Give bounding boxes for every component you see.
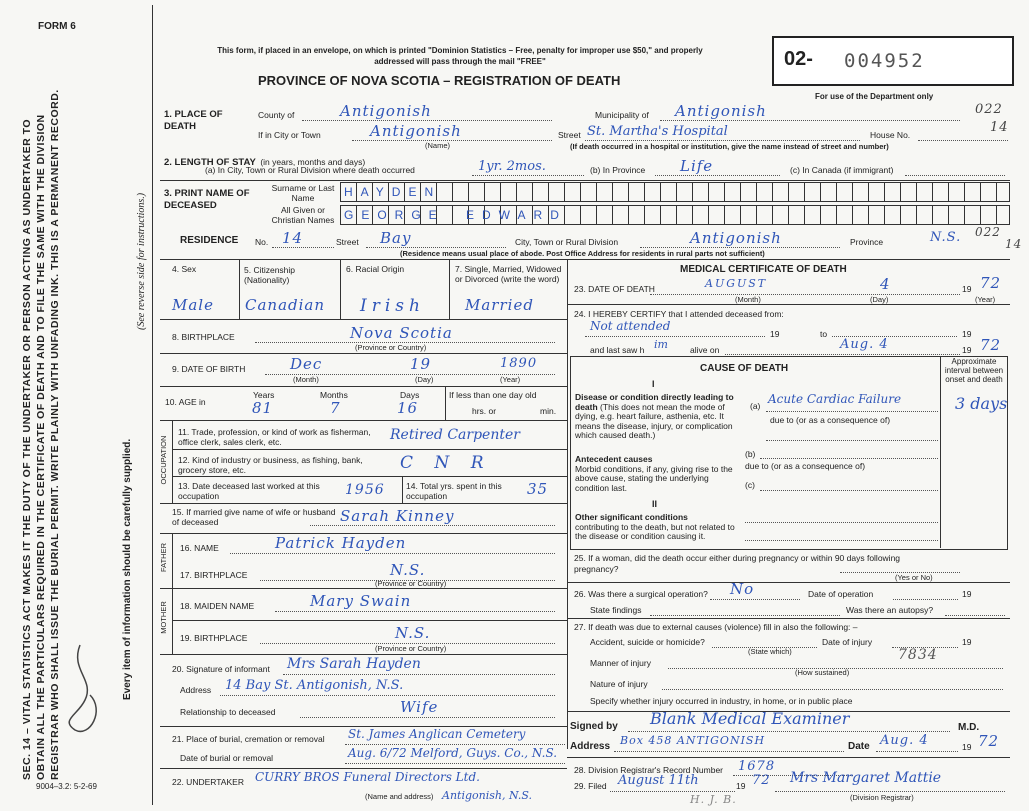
mother-birthplace-value: N.S. (395, 624, 431, 642)
surname-boxes (340, 182, 1010, 202)
injury-19: 19 (962, 637, 972, 647)
r10-v1 (445, 386, 446, 420)
q28-label: 28. Division Registrar's Record Number (574, 765, 724, 775)
burial-place-label: 21. Place of burial, cremation or removal (172, 734, 325, 744)
initials: H. J. B. (690, 793, 737, 806)
med-date-value: Aug. 4 (880, 733, 929, 748)
registrar-sub: (Division Registrar) (850, 793, 914, 802)
alive-date: Aug. 4 (840, 337, 889, 352)
residence-city-label: City, Town or Rural Division (515, 237, 619, 247)
industry-value: C N R (400, 453, 492, 473)
citizenship-label (244, 265, 339, 285)
occ-side-v (172, 420, 173, 503)
q26-19: 19 (962, 589, 972, 599)
months-label: Months (320, 390, 348, 400)
alive-on-label: alive on (690, 345, 720, 355)
citizenship-value: Canadian (245, 296, 326, 314)
father-name-value: Patrick Hayden (275, 534, 407, 552)
death-date-line (650, 294, 960, 295)
cause-a2-line (766, 440, 938, 441)
dept-code-4: 14 (1005, 237, 1023, 251)
informant-address-value: 14 Bay St. Antigonish, N.S. (225, 678, 404, 693)
how-sustained: (How sustained) (795, 668, 850, 677)
mother-maiden-value: Mary Swain (310, 592, 412, 610)
mother-birthplace-label: 19. BIRTHPLACE (180, 633, 248, 643)
date-injury-label: Date of injury (822, 637, 873, 647)
accident-label: Accident, suicide or homicide? (590, 637, 705, 647)
min-label: min. (540, 406, 557, 416)
reg-box (772, 36, 1014, 86)
address-label: Address (570, 741, 611, 752)
row11-top (160, 420, 567, 421)
side-notice-3-text: (See reverse side for instructions.) (136, 192, 147, 330)
dob-day-sub: (Day) (415, 375, 434, 384)
med-date-year: 72 (978, 732, 1000, 750)
days-value: 16 (397, 399, 419, 417)
street-value: St. Martha's Hospital (587, 124, 728, 139)
death-year-sub: (Year) (975, 295, 996, 304)
r13-v (402, 476, 403, 503)
hospital-note: (If death occurred in a hospital or institution, give the name instead of street and number) (570, 142, 889, 151)
burial-place-line (345, 744, 565, 745)
row20-top (160, 654, 567, 655)
residence-label: RESIDENCE (180, 235, 239, 246)
r4-v2 (340, 259, 341, 319)
attended-value: Not attended (590, 319, 671, 333)
attended-to: to (820, 329, 828, 339)
registrar-value: Mrs Margaret Mattie (790, 770, 942, 786)
father-bp-sub: (Province or Country) (375, 579, 447, 588)
specify-label: Specify whether injury occurred in industry, in home, or in public place (590, 696, 853, 706)
attended-19b: 19 (962, 329, 972, 339)
racial-label: 6. Racial Origin (346, 264, 405, 274)
municipality-label: Municipality of (595, 110, 649, 120)
form-code: 9004–3.2: 5-2-69 (36, 782, 97, 791)
cause-a-interval: 3 days (955, 394, 1008, 413)
filed-19: 19 (736, 781, 746, 791)
dept-code-2: 14 (990, 120, 1009, 135)
occupation-side-text: OCCUPATION (159, 435, 168, 485)
stay-label: 2. LENGTH OF STAY (164, 157, 256, 168)
q26-label: 26. Was there a surgical operation? (574, 589, 708, 599)
lessday-label: If less than one day old (449, 390, 537, 400)
last-worked-label-text: 13. Date deceased last worked at this occupation (178, 481, 320, 501)
q29-label: 29. Filed (574, 781, 607, 791)
residence-note: (Residence means usual place of abode. Post Office Address for residents in rural parts not sufficient) (400, 249, 765, 258)
trade-value: Retired Carpenter (390, 427, 520, 443)
findings-line (650, 615, 840, 616)
signed-label: Signed by (570, 721, 618, 732)
direct-label (575, 393, 745, 441)
racial-value: Irish (360, 296, 425, 316)
given1-value: GEORGE (344, 208, 445, 222)
street-line (585, 140, 860, 141)
r26-top (567, 582, 1010, 583)
place-label-text: 1. PLACE OF DEATH (164, 109, 223, 132)
med-date-19: 19 (962, 742, 972, 752)
father-birthplace-value: N.S. (390, 561, 426, 579)
total-label-text: 14. Total yrs. spent in this occupation (406, 481, 502, 501)
other-bold: Other significant conditions (575, 512, 688, 522)
total-label (406, 481, 516, 501)
res-no-line (272, 247, 334, 248)
cause-c-line (760, 490, 938, 491)
direct-note: (This does not mean the mode of dying, e.g. heart failure, asthenia, etc. It means the disease, injury, or complication which caused death.) (575, 401, 733, 440)
municipality-value: Antigonish (675, 102, 767, 120)
informant-address-label: Address (180, 685, 212, 695)
filed-value: August 11th (618, 773, 699, 788)
stamp-number: 7834 (898, 647, 938, 663)
residence-city-value: Antigonish (690, 229, 782, 247)
q29-line (610, 791, 735, 792)
row4-top (160, 259, 1010, 260)
side-notice-3 (136, 30, 147, 330)
signed-line (628, 731, 950, 732)
stay-sub: (in years, months and days) (260, 157, 366, 167)
death-year: 72 (980, 274, 1002, 292)
other-note: contributing to the death, but not related to the disease or condition causing it. (575, 521, 735, 541)
spouse-line (310, 525, 555, 526)
months-value: 7 (330, 399, 341, 417)
nature-line (662, 689, 1003, 690)
q25-text: 25. If a woman, did the death occur either during pregnancy or within 90 days following pregnancy? (574, 553, 901, 574)
county-line (302, 120, 552, 121)
reg-number: 004952 (844, 50, 925, 72)
manner-label: Manner of injury (590, 658, 651, 668)
age-label: 10. AGE in (165, 397, 206, 407)
antecedent-note: Morbid conditions, if any, giving rise to the above cause, stating the underlying condition last. (575, 463, 733, 493)
stay-b-label: (b) In Province (590, 165, 646, 175)
informant-addr-line (220, 695, 555, 696)
cause-b-line (760, 458, 938, 459)
death-day-sub: (Day) (870, 295, 889, 304)
occupation-side (159, 420, 168, 500)
cause-interval-v (940, 356, 941, 548)
mother-side-text: MOTHER (159, 601, 168, 634)
alive-line (725, 354, 960, 355)
row8-top (160, 319, 567, 320)
undertaker-value: CURRY BROS Funeral Directors Ltd. (255, 770, 480, 784)
side-notice-2-text: Every item of information should be carefully supplied. (122, 438, 133, 700)
other-label (575, 513, 745, 542)
father-name-line (230, 553, 555, 554)
reg-prefix: 02- (784, 48, 813, 70)
residence-province-value: N.S. (930, 230, 962, 245)
spouse-value: Sarah Kinney (340, 507, 455, 525)
undertaker-sub: (Name and address) (365, 792, 434, 801)
cause-title: CAUSE OF DEATH (700, 363, 789, 374)
cause-due-1: due to (or as a consequence of) (770, 415, 891, 425)
q26-value: No (730, 580, 755, 598)
informant-sig-line (283, 674, 555, 675)
hrs-label: hrs. or (472, 406, 497, 416)
residence-province-label: Province (850, 237, 884, 247)
county-value: Antigonish (340, 102, 432, 120)
row10-top (160, 386, 567, 387)
cause-a-label: (a) (750, 401, 761, 411)
page-title: PROVINCE OF NOVA SCOTIA – REGISTRATION OF DEATH (258, 73, 621, 88)
spouse-label-text: 15. If married give name of wife or husband of deceased (172, 507, 336, 527)
other-line-1 (745, 522, 938, 523)
stay-b-value: Life (680, 157, 714, 175)
attended-19: 19 (770, 329, 780, 339)
house-label: House No. (870, 130, 911, 140)
house-line (918, 140, 1008, 141)
q28-value: 1678 (738, 759, 776, 774)
residence-no-label: No. (255, 237, 269, 247)
mother-bp-sub: (Province or Country) (375, 644, 447, 653)
q26-date-op: Date of operation (808, 589, 874, 599)
father-name-label: 16. NAME (180, 543, 219, 553)
city-line (352, 140, 552, 141)
res-street-line (366, 247, 506, 248)
birthplace-label: 8. BIRTHPLACE (172, 332, 235, 342)
burial-date-label: Date of burial or removal (180, 753, 274, 763)
undertaker-label: 22. UNDERTAKER (172, 777, 244, 787)
industry-label (178, 455, 393, 475)
father-side-v (172, 533, 173, 588)
death-date-label: 23. DATE OF DEATH (574, 284, 655, 294)
years-value: 81 (252, 399, 274, 417)
md-label: M.D. (958, 722, 980, 733)
dept-code-1: 022 (975, 102, 1003, 117)
dob-year: 1890 (500, 356, 538, 371)
interval-label (942, 357, 1006, 384)
cause-b-label: (b) (745, 449, 756, 459)
autopsy-label: Was there an autopsy? (846, 605, 934, 615)
citizenship-label-text: 5. Citizenship (Nationality) (244, 265, 296, 285)
dob-year-sub: (Year) (500, 375, 521, 384)
other-line-2 (745, 540, 938, 541)
stay-c-label: (c) In Canada (if immigrant) (790, 165, 894, 175)
form-label: FORM 6 (38, 21, 76, 32)
marital-value: Married (465, 296, 534, 314)
dob-month: Dec (290, 355, 323, 373)
med-date-label: Date (848, 741, 870, 752)
death-day: 4 (880, 275, 891, 293)
alive-year: 72 (980, 336, 1002, 354)
last-saw-h: im (654, 338, 668, 351)
autopsy-line (945, 615, 1005, 616)
state-findings: State findings (590, 605, 642, 615)
row3-top (160, 180, 1010, 181)
dob-label: 9. DATE OF BIRTH (172, 364, 246, 374)
filed-year: 72 (752, 773, 771, 788)
med-date-line (876, 751, 958, 752)
alive-19: 19 (962, 345, 972, 355)
birthplace-sub: (Province or Country) (355, 343, 427, 352)
informant-rel-value: Wife (400, 698, 439, 716)
stay-b-line (655, 175, 780, 176)
row22-top (160, 768, 567, 769)
stay-c-line (905, 175, 1005, 176)
death-month: AUGUST (705, 277, 768, 290)
frame-left (152, 5, 153, 805)
burial-place-value: St. James Anglican Cemetery (348, 727, 526, 741)
cause-c-label: (c) (745, 480, 755, 490)
residence-street-label: Street (336, 237, 359, 247)
mother-side-v (172, 588, 173, 654)
col-divider (567, 259, 568, 749)
given-label: All Given or Christian Names (271, 205, 335, 225)
row13-top (172, 476, 567, 477)
years-label: Years (253, 390, 275, 400)
q26-line (710, 599, 800, 600)
place-label (164, 109, 244, 133)
marital-label (455, 264, 565, 284)
last-worked-label (178, 481, 338, 501)
r4-v1 (239, 259, 240, 319)
name-label-text: 3. PRINT NAME OF DECEASED (164, 188, 250, 211)
med-address-line (614, 751, 844, 752)
spouse-label (172, 507, 342, 527)
antecedent-label (575, 455, 745, 493)
nature-label: Nature of injury (590, 679, 648, 689)
margin-scribble (50, 640, 130, 740)
surname-value: HAYDEN (344, 185, 442, 199)
death-month-sub: (Month) (735, 295, 761, 304)
burial-date-line (345, 763, 565, 764)
mother-maiden-line (275, 611, 555, 612)
sex-value: Male (172, 296, 214, 314)
death-19: 19 (962, 284, 972, 294)
informant-rel-label: Relationship to deceased (180, 707, 276, 717)
total-value: 35 (527, 480, 549, 498)
cause-a-value: Acute Cardiac Failure (768, 392, 902, 406)
dept-code-3: 022 (975, 225, 1001, 239)
dob-day: 19 (410, 355, 432, 373)
cause-a-line (766, 411, 938, 412)
signed-value: Blank Medical Examiner (650, 709, 850, 728)
certify-label: 24. I HEREBY CERTIFY that I attended deceased from: (574, 309, 784, 319)
part-2: II (652, 499, 658, 509)
trade-label-text: 11. Trade, profession, or kind of work as fisherman, office clerk, sales clerk, etc. (178, 427, 371, 447)
industry-label-text: 12. Kind of industry or business, as fishing, bank, grocery store, etc. (178, 455, 363, 475)
q27-label: 27. If death was due to external causes (violence) fill in also the following: – (574, 622, 858, 632)
q25-yesno: (Yes or No) (895, 573, 933, 582)
last-saw-label: and last saw h (590, 345, 645, 355)
city-label: If in City or Town (258, 130, 321, 140)
given-boxes (340, 205, 1010, 225)
marital-label-text: 7. Single, Married, Widowed or Divorced (write the word) (455, 264, 562, 284)
mother-side (159, 590, 168, 645)
name-label (164, 188, 264, 212)
r4-v3 (449, 259, 450, 319)
medical-title: MEDICAL CERTIFICATE OF DEATH (680, 264, 847, 275)
direct-label-bold: Disease or condition directly leading to death (575, 392, 734, 412)
attended-line (585, 336, 765, 337)
surname-label: Surname or Last Name (271, 183, 335, 203)
county-label: County of (258, 110, 295, 120)
stay-a-line (472, 175, 584, 176)
r28-top (567, 757, 1010, 758)
street-label: Street (558, 130, 581, 140)
stay-a-value: 1yr. 2mos. (478, 159, 546, 174)
row9-top (160, 353, 567, 354)
municipality-line (660, 120, 960, 121)
city-name-sub: (Name) (425, 141, 451, 150)
q26-date-line (893, 599, 958, 600)
state-which: (State which) (748, 647, 792, 656)
mother-maiden-label: 18. MAIDEN NAME (180, 601, 255, 611)
antecedent-bold: Antecedent causes (575, 454, 653, 464)
informant-rel-line (300, 717, 555, 718)
undertaker-addr: Antigonish, N.S. (442, 789, 533, 802)
postal-note: This form, if placed in an envelope, on which is printed "Dominion Statistics – Free, penalty for improper use $50," and properly addressed will pass through the mail "FREE" (217, 46, 703, 66)
residence-street-value: Bay (380, 229, 412, 247)
row15-top (160, 503, 567, 504)
r27-top (567, 618, 1010, 619)
dept-use: For use of the Department only (815, 92, 934, 101)
residence-no-value: 14 (282, 229, 304, 247)
given2-value: EDWARD (466, 208, 567, 222)
stay-a-label: (a) In City, Town or Rural Division where death occurred (205, 165, 415, 175)
last-worked-value: 1956 (345, 482, 385, 498)
mother-mid (172, 620, 567, 621)
city-value: Antigonish (370, 122, 462, 140)
cause-due-2: due to (or as a consequence of) (745, 461, 866, 471)
r24-top (567, 304, 1010, 305)
burial-date-value: Aug. 6/72 Melford, Guys. Co., N.S. (348, 746, 558, 760)
dob-month-sub: (Month) (293, 375, 319, 384)
registrar-line (775, 791, 1005, 792)
interval-label-text: Approximate interval between onset and death (944, 357, 1004, 384)
father-birthplace-label: 17. BIRTHPLACE (180, 570, 248, 580)
med-address-value: Box 458 ANTIGONISH (620, 734, 766, 747)
side-notice-text: SEC. 14 – VITAL STATISTICS ACT MAKES IT THE DUTY OF THE UNDERTAKER OR PERSON ACTING AS UNDERTAKER TO OBTAIN ALL THE PARTICULARS REQUIRED IN THE CERTIFICATE OF DEATH AND TO FILE THE SAME WITH THE DIVISION REGISTRAR WHO SHALL ISSUE THE BURIAL PERMIT. WRITE PLAINLY WITH UNFADING INK. THIS IS A PERMANENT RECORD. (21, 89, 61, 780)
mother-top (160, 588, 567, 589)
part-1: I (652, 379, 655, 389)
informant-sig-label: 20. Signature of informant (172, 664, 270, 674)
sex-label: 4. Sex (172, 264, 197, 274)
father-side (159, 535, 168, 580)
days-label: Days (400, 390, 420, 400)
birthplace-value: Nova Scotia (350, 324, 453, 342)
row12-top (172, 449, 567, 450)
res-city-line (640, 247, 840, 248)
trade-label (178, 427, 393, 447)
father-side-text: FATHER (159, 542, 168, 573)
informant-sig-value: Mrs Sarah Hayden (287, 656, 421, 672)
